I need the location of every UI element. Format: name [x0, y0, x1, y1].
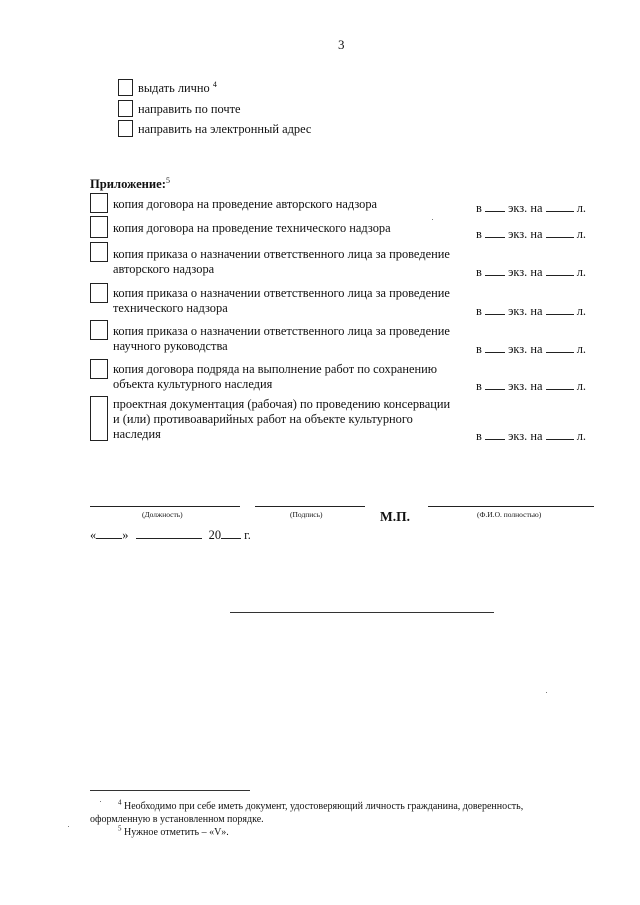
- qty-prefix: в: [476, 429, 482, 443]
- copies-blank[interactable]: [485, 378, 505, 390]
- copies-blank[interactable]: [485, 226, 505, 238]
- qty-prefix: в: [476, 201, 482, 215]
- qty-sheets-label: л.: [576, 201, 586, 215]
- delivery-checkbox-post[interactable]: [118, 100, 133, 117]
- delivery-option-post: [138, 102, 241, 117]
- name-line[interactable]: [428, 506, 594, 507]
- delivery-option-email: [138, 122, 311, 137]
- stamp-label: М.П.: [380, 509, 410, 524]
- sheets-blank[interactable]: [546, 264, 574, 276]
- date-close-quote: »: [122, 528, 129, 542]
- qty-sheets-label: л.: [576, 429, 586, 443]
- attachment-quantity: [476, 378, 586, 394]
- attachment-label: [113, 324, 450, 354]
- footnote-ref: 4: [212, 79, 217, 89]
- attachment-label: [113, 286, 450, 316]
- qty-copies-label: экз. на: [508, 342, 543, 356]
- qty-prefix: в: [476, 342, 482, 356]
- delivery-checkbox-email[interactable]: [118, 120, 133, 137]
- position-line[interactable]: [90, 506, 240, 507]
- year-blank[interactable]: [221, 527, 241, 539]
- footnote-mark: 5: [118, 824, 122, 833]
- attachment-quantity: [476, 200, 586, 216]
- date-open-quote: «: [90, 528, 97, 542]
- attachments-heading: [90, 177, 170, 192]
- sheets-blank[interactable]: [546, 303, 574, 315]
- sheets-blank[interactable]: [546, 378, 574, 390]
- attachment-quantity: [476, 303, 586, 319]
- name-caption: (Ф.И.О. полностью): [477, 510, 542, 519]
- attachment-label-line: проектная документация (рабочая) по проведению консервации: [113, 397, 451, 411]
- attachment-label-line: копия приказа о назначении ответственного лица за проведение: [113, 247, 450, 261]
- footnote-ref: 5: [165, 175, 170, 185]
- copies-blank[interactable]: [485, 303, 505, 315]
- day-blank[interactable]: [96, 527, 122, 539]
- year-suffix: г.: [244, 528, 251, 542]
- qty-copies-label: экз. на: [508, 429, 543, 443]
- attachment-checkbox[interactable]: [90, 359, 108, 379]
- year-prefix: 20: [208, 528, 222, 542]
- qty-copies-label: экз. на: [508, 304, 543, 318]
- attachment-label: копия договора на проведение технического надзора: [113, 221, 391, 235]
- attachment-label-line: наследия: [113, 427, 161, 441]
- attachment-label-line: объекта культурного наследия: [113, 377, 273, 391]
- attachment-label: [113, 397, 450, 442]
- scan-speck: [68, 826, 69, 827]
- attachment-label-line: копия договора подряда на выполнение работ по сохранению: [113, 362, 438, 376]
- attachment-checkbox[interactable]: [90, 193, 108, 213]
- attachment-label-line: технического надзора: [113, 301, 228, 315]
- attachment-checkbox[interactable]: [90, 320, 108, 340]
- separator-line: [230, 612, 494, 613]
- qty-copies-label: экз. на: [508, 201, 543, 215]
- copies-blank[interactable]: [485, 264, 505, 276]
- date-line: [90, 527, 251, 543]
- attachment-quantity: [476, 341, 586, 357]
- delivery-label: направить на электронный адрес: [138, 122, 312, 136]
- delivery-checkbox-in-person[interactable]: [118, 79, 133, 96]
- attachment-label-line: авторского надзора: [113, 262, 215, 276]
- attachment-checkbox[interactable]: [90, 242, 108, 262]
- attachments-heading-text: Приложение:: [90, 177, 166, 191]
- sheets-blank[interactable]: [546, 428, 574, 440]
- delivery-label: выдать лично: [138, 81, 210, 95]
- copies-blank[interactable]: [485, 428, 505, 440]
- attachment-quantity: [476, 264, 586, 280]
- delivery-label: направить по почте: [138, 102, 241, 116]
- footnote-4-continued: оформленную в установленном порядке.: [90, 814, 264, 825]
- qty-sheets-label: л.: [576, 379, 586, 393]
- position-caption: (Должность): [142, 510, 183, 519]
- page-number: 3: [338, 37, 345, 52]
- attachment-checkbox[interactable]: [90, 396, 108, 441]
- scan-speck: [546, 692, 547, 693]
- month-blank[interactable]: [136, 527, 202, 539]
- attachment-checkbox[interactable]: [90, 283, 108, 303]
- sheets-blank[interactable]: [546, 200, 574, 212]
- attachment-label: [113, 362, 437, 392]
- scan-speck: [100, 801, 101, 802]
- delivery-option-in-person: [138, 81, 217, 96]
- footnote-text: Нужное отметить – «V».: [124, 827, 229, 838]
- attachment-quantity: [476, 226, 586, 242]
- attachment-label-line: копия приказа о назначении ответственного лица за проведение: [113, 324, 450, 338]
- attachment-label-line: копия приказа о назначении ответственного лица за проведение: [113, 286, 450, 300]
- qty-sheets-label: л.: [576, 227, 586, 241]
- signature-line[interactable]: [255, 506, 365, 507]
- qty-copies-label: экз. на: [508, 265, 543, 279]
- footnote-rule: [90, 790, 250, 791]
- attachment-quantity: [476, 428, 586, 444]
- qty-prefix: в: [476, 304, 482, 318]
- qty-sheets-label: л.: [576, 304, 586, 318]
- attachment-label: копия договора на проведение авторского надзора: [113, 197, 378, 211]
- sheets-blank[interactable]: [546, 341, 574, 353]
- footnote-mark: 4: [118, 798, 122, 807]
- attachment-label: [113, 247, 450, 277]
- qty-copies-label: экз. на: [508, 379, 543, 393]
- footnote-4: [118, 800, 523, 813]
- attachment-label-line: и (или) противоаварийных работ на объекте культурного: [113, 412, 413, 426]
- copies-blank[interactable]: [485, 341, 505, 353]
- signature-caption: (Подпись): [290, 510, 323, 519]
- qty-copies-label: экз. на: [508, 227, 543, 241]
- qty-sheets-label: л.: [576, 342, 586, 356]
- copies-blank[interactable]: [485, 200, 505, 212]
- qty-sheets-label: л.: [576, 265, 586, 279]
- scan-speck: [432, 219, 433, 220]
- qty-prefix: в: [476, 265, 482, 279]
- attachment-label-line: научного руководства: [113, 339, 228, 353]
- attachment-checkbox[interactable]: [90, 216, 108, 238]
- footnote-text: Необходимо при себе иметь документ, удостоверяющий личность гражданина, доверенность,: [124, 801, 524, 812]
- qty-prefix: в: [476, 379, 482, 393]
- qty-prefix: в: [476, 227, 482, 241]
- footnote-5: [118, 826, 229, 839]
- sheets-blank[interactable]: [546, 226, 574, 238]
